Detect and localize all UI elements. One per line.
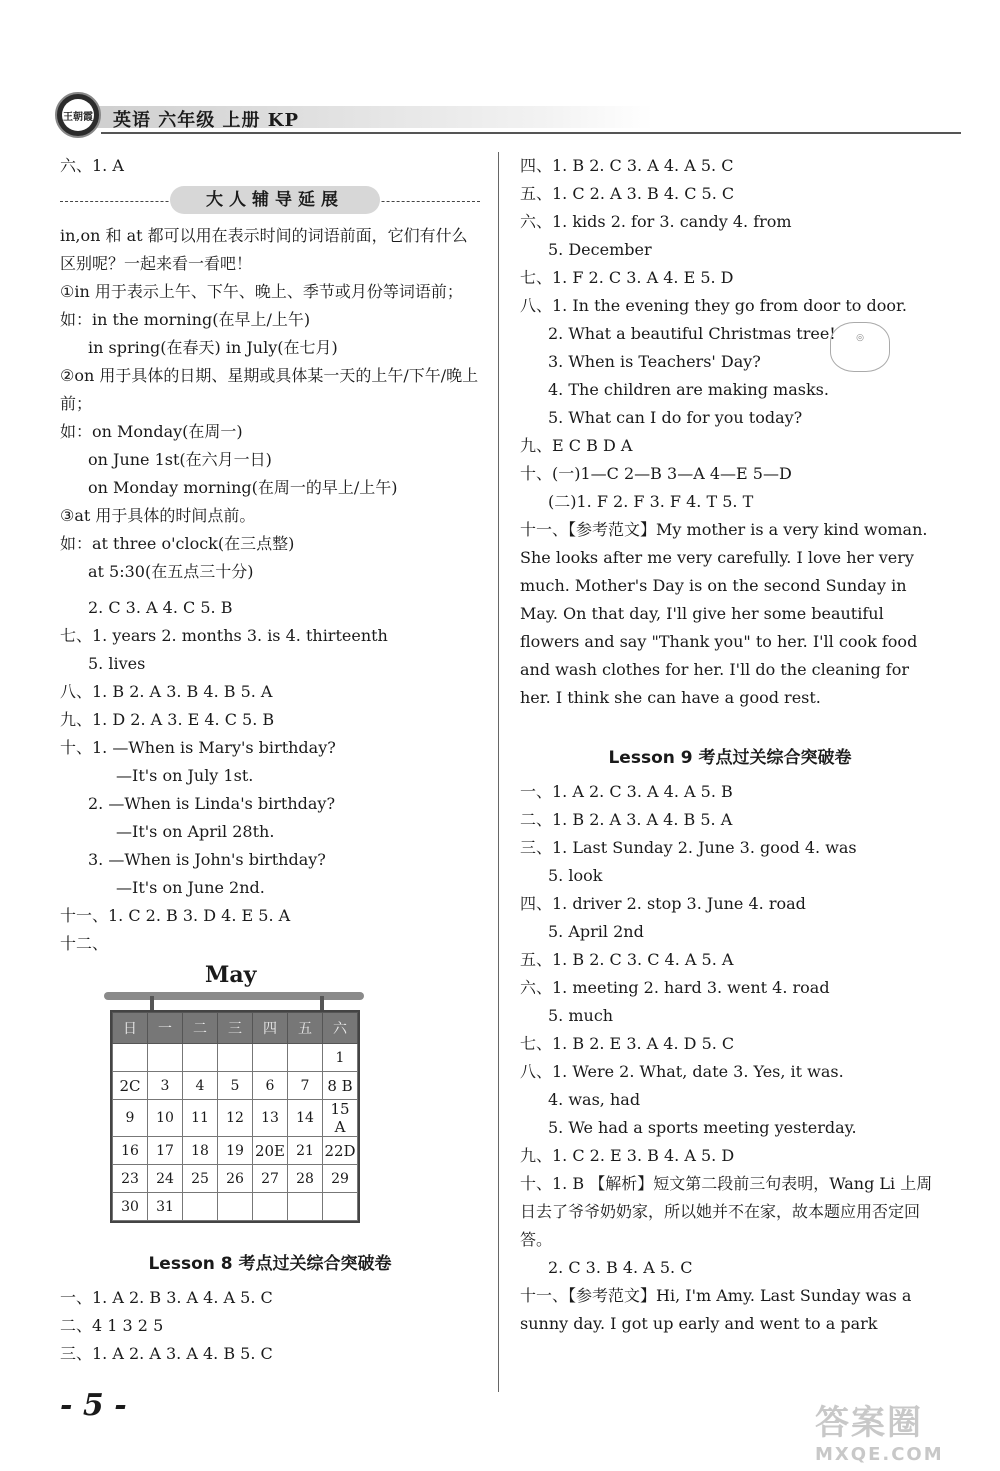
calendar-day: 6	[253, 1072, 288, 1100]
answer-line: 5. much	[548, 1006, 614, 1025]
calendar-day: 26	[218, 1165, 253, 1193]
calendar-day: 20E	[253, 1137, 288, 1165]
answer-line: 七、1. B 2. E 3. A 4. D 5. C	[520, 1034, 735, 1053]
answer-line: 5. look	[548, 866, 603, 885]
calendar-day: 31	[148, 1193, 183, 1221]
answer-line: —It's on June 2nd.	[116, 878, 265, 897]
answer-line: 2. C 3. A 4. C 5. B	[88, 598, 233, 617]
calendar-day: 29	[323, 1165, 358, 1193]
answer-line: 八、1. Were 2. What, date 3. Yes, it was.	[520, 1062, 844, 1081]
answer-line: 三、1. Last Sunday 2. June 3. good 4. was	[520, 838, 857, 857]
answer-line: 五、1. C 2. A 3. B 4. C 5. C	[520, 184, 735, 203]
calendar-day: 27	[253, 1165, 288, 1193]
answer-line: 六、1. A	[60, 156, 124, 175]
calendar-day: 10	[148, 1100, 183, 1137]
box-header	[60, 186, 480, 216]
answer-line: 5. lives	[88, 654, 146, 673]
answer-line: 二、1. B 2. A 3. A 4. B 5. A	[520, 810, 733, 829]
answer-line: 十二、	[60, 934, 109, 953]
calendar-day	[253, 1193, 288, 1221]
weekday-row	[113, 1013, 358, 1044]
calendar-day: 15 A	[323, 1100, 358, 1137]
answer-line: 一、1. A 2. C 3. A 4. A 5. B	[520, 782, 733, 801]
lesson8-section	[60, 1244, 480, 1368]
calendar-day: 14	[288, 1100, 323, 1137]
calendar-day: 19	[218, 1137, 253, 1165]
calendar-day: 5	[218, 1072, 253, 1100]
may-calendar	[110, 1010, 360, 1223]
box-example: 如：on Monday(在周一)	[60, 422, 243, 441]
page-header	[55, 92, 960, 134]
answer-explanation: 十、1. B 【解析】短文第二段前三句表明，Wang Li 上周日去了爷爷奶奶家，所以她并不在家，故本题应用否定回答。	[520, 1174, 933, 1249]
box-example: at 5:30(在五点三十分)	[88, 562, 254, 581]
calendar-day: 23	[113, 1165, 148, 1193]
calendar-day	[183, 1044, 218, 1072]
weekday: 三	[218, 1013, 253, 1044]
answer-line: 九、1. C 2. E 3. B 4. A 5. D	[520, 1146, 735, 1165]
answer-line: 3. —When is John's birthday?	[88, 850, 326, 869]
calendar-day	[148, 1044, 183, 1072]
answer-line: 4. The children are making masks.	[548, 380, 829, 399]
box-rule-in: ①in 用于表示上午、下午、晚上、季节或月份等词语前；	[60, 282, 463, 301]
answer-line: 六、1. meeting 2. hard 3. went 4. road	[520, 978, 830, 997]
weekday: 六	[323, 1013, 358, 1044]
sample-essay-2: 十一、【参考范文】Hi, I'm Amy. Last Sunday was a sunny day. I got up early and went to a park	[520, 1286, 912, 1333]
sample-essay-1	[520, 516, 940, 712]
left-column	[60, 152, 480, 958]
calendar-week	[113, 1100, 358, 1137]
answer-line: 九、1. D 2. A 3. E 4. C 5. B	[60, 710, 275, 729]
calendar-day	[253, 1044, 288, 1072]
answer-line: 七、1. years 2. months 3. is 4. thirteenth	[60, 626, 388, 645]
box-example: 如：in the morning(在早上/上午)	[60, 310, 311, 329]
answer-line: 四、1. driver 2. stop 3. June 4. road	[520, 894, 806, 913]
answer-line: 5. We had a sports meeting yesterday.	[548, 1118, 857, 1137]
answer-line: 七、1. F 2. C 3. A 4. E 5. D	[520, 268, 734, 287]
calendar-week	[113, 1137, 358, 1165]
calendar-rod	[104, 992, 364, 1000]
calendar-day	[288, 1193, 323, 1221]
box-example: 如：at three o'clock(在三点整)	[60, 534, 295, 553]
header-rule	[101, 132, 961, 134]
calendar-day: 18	[183, 1137, 218, 1165]
essay-label: 十一、【参考范文】	[520, 520, 657, 539]
answer-line: 2. —When is Linda's birthday?	[88, 794, 336, 813]
weekday: 一	[148, 1013, 183, 1044]
calendar-day: 21	[288, 1137, 323, 1165]
stamp-icon: ◎	[830, 322, 890, 372]
calendar-day: 28	[288, 1165, 323, 1193]
calendar-day	[323, 1193, 358, 1221]
calendar-day: 22D	[323, 1137, 358, 1165]
answer-line: 三、1. A 2. A 3. A 4. B 5. C	[60, 1344, 273, 1363]
answer-line: 一、1. A 2. B 3. A 4. A 5. C	[60, 1288, 273, 1307]
lesson8-title: Lesson 8 考点过关综合突破卷	[148, 1254, 392, 1274]
lesson9-title: Lesson 9 考点过关综合突破卷	[608, 748, 852, 768]
calendar-day: 7	[288, 1072, 323, 1100]
answer-line: 2. What a beautiful Christmas tree!	[548, 324, 836, 343]
answer-line: 3. When is Teachers' Day?	[548, 352, 761, 371]
answer-line: 5. April 2nd	[548, 922, 644, 941]
watermark-logo	[815, 1395, 944, 1465]
watermark-text: 答案圈	[815, 1403, 923, 1443]
answer-line: 二、4 1 3 2 5	[60, 1316, 164, 1335]
calendar-day: 11	[183, 1100, 218, 1137]
answer-line: 十、(一)1—C 2—B 3—A 4—E 5—D	[520, 464, 792, 483]
calendar-week	[113, 1044, 358, 1072]
box-intro: in,on 和 at 都可以用在表示时间的词语前面，它们有什么区别呢？一起来看一看吧！	[60, 226, 468, 273]
column-divider	[498, 152, 499, 1392]
answer-line: 十一、1. C 2. B 3. D 4. E 5. A	[60, 906, 291, 925]
calendar-day: 9	[113, 1100, 148, 1137]
answer-line: —It's on April 28th.	[116, 822, 275, 841]
calendar-day: 3	[148, 1072, 183, 1100]
calendar-day: 25	[183, 1165, 218, 1193]
box-example: on June 1st(在六月一日)	[88, 450, 272, 469]
book-title: 英语 六年级 上册 KP	[113, 110, 299, 131]
calendar-day	[218, 1193, 253, 1221]
calendar-week	[113, 1165, 358, 1193]
tutor-extension-box	[60, 186, 480, 586]
calendar-day	[113, 1044, 148, 1072]
calendar-day	[288, 1044, 323, 1072]
calendar-day: 13	[253, 1100, 288, 1137]
calendar-week	[113, 1193, 358, 1221]
answer-line: 4. was, had	[548, 1090, 641, 1109]
box-example: on Monday morning(在周一的早上/上午)	[88, 478, 398, 497]
answer-line: 八、1. In the evening they go from door to door.	[520, 296, 908, 315]
weekday: 二	[183, 1013, 218, 1044]
answer-line: 四、1. B 2. C 3. A 4. A 5. C	[520, 156, 734, 175]
answer-line: 5. What can I do for you today?	[548, 408, 803, 427]
weekday: 日	[113, 1013, 148, 1044]
box-rule-at: ③at 用于具体的时间点前。	[60, 506, 256, 525]
box-example: in spring(在春天) in July(在七月)	[88, 338, 338, 357]
answer-line: —It's on July 1st.	[116, 766, 254, 785]
weekday: 五	[288, 1013, 323, 1044]
page-number: - 5 -	[60, 1388, 127, 1423]
answer-line: 5. December	[548, 240, 652, 259]
calendar-day: 12	[218, 1100, 253, 1137]
answer-line: 五、1. B 2. C 3. C 4. A 5. A	[520, 950, 734, 969]
calendar-day: 4	[183, 1072, 218, 1100]
box-title: 大人辅导延展	[170, 186, 380, 214]
answer-line: 九、E C B D A	[520, 436, 633, 455]
calendar-day: 2C	[113, 1072, 148, 1100]
calendar-day: 30	[113, 1193, 148, 1221]
logo-text: 王朝霞	[62, 99, 94, 131]
calendar-day	[218, 1044, 253, 1072]
answer-line: 2. C 3. B 4. A 5. C	[548, 1258, 693, 1277]
answer-line: 八、1. B 2. A 3. B 4. B 5. A	[60, 682, 273, 701]
calendar-week	[113, 1072, 358, 1100]
calendar-title: May	[205, 962, 257, 988]
answer-line: 六、1. kids 2. for 3. candy 4. from	[520, 212, 792, 231]
calendar-day: 8 B	[323, 1072, 358, 1100]
answer-line: (二)1. F 2. F 3. F 4. T 5. T	[548, 492, 754, 511]
watermark-url: MXQE.COM	[815, 1444, 944, 1465]
calendar-day	[183, 1193, 218, 1221]
publisher-logo	[55, 92, 101, 138]
answer-line: 十、1. —When is Mary's birthday?	[60, 738, 336, 757]
calendar-day: 17	[148, 1137, 183, 1165]
calendar-day: 1	[323, 1044, 358, 1072]
calendar-day: 24	[148, 1165, 183, 1193]
box-rule-on: ②on 用于具体的日期、星期或具体某一天的上午/下午/晚上前；	[60, 366, 479, 413]
calendar-day: 16	[113, 1137, 148, 1165]
weekday: 四	[253, 1013, 288, 1044]
essay-text: My mother is a very kind woman. She looks after me very carefully. I love her very much. Mother's Day is on the second Sunday in May. On that day, I'll give her some beautiful flowers and say "Thank you" to her. I'll cook food and wash clothes for her. I'll do the cleaning for her. I think she can have a good rest.	[520, 520, 928, 707]
